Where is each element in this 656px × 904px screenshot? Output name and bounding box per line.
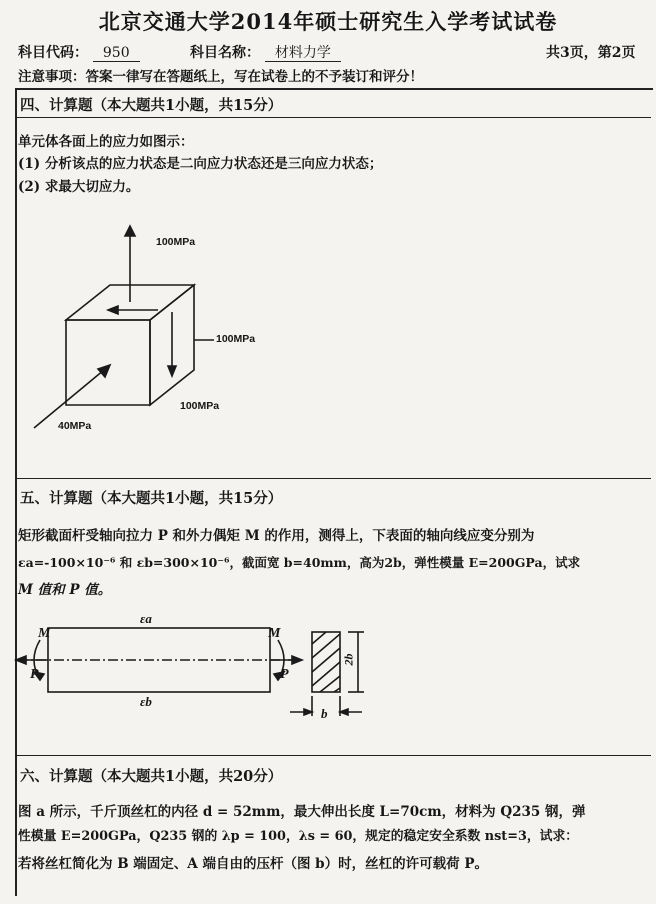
beam-figure [0,610,400,730]
q5-title: 五、计算题（本大题共1小题，共15分） [20,490,283,507]
exam-title: 北京交通大学2014年硕士研究生入学考试试卷 [98,9,558,34]
beam-eps-b: εb [140,694,152,709]
beam-eps-a: εa [140,611,152,626]
q6-line1: 图 a 所示，千斤顶丝杠的内径 d = 52mm，最大伸出长度 L=70cm，材料为 Q235 钢，弹 [18,804,586,820]
subject-name-label: 科目名称： [190,45,260,61]
q6-title: 六、计算题（本大题共1小题，共20分） [20,768,283,785]
q5-line1: 矩形截面杆受轴向拉力 P 和外力偶矩 M 的作用，测得上，下表面的轴向线应变分别为 [18,528,535,544]
beam-m-left: M [38,626,51,641]
q4-item2: (2) 求最大切应力。 [18,179,140,195]
stress-right-label: 100MPa [216,333,256,345]
beam-p-right: P [280,667,289,682]
q4-divider [15,117,651,118]
beam-m-right: M [268,626,281,641]
q5-line3: M 值和 P 值。 [18,582,112,598]
section-height-label: 2b [341,653,356,666]
subject-name [190,42,341,62]
stress-top-label: 100MPa [156,236,196,248]
q6-line3: 若将丝杠简化为 B 端固定、A 端自由的压杆（图 b）时，丝杠的许可载荷 P。 [18,856,488,872]
q4-title: 四、计算题（本大题共1小题，共15分） [20,97,283,114]
q4-intro: 单元体各面上的应力如图示： [18,134,194,150]
section-width-label: b [321,706,328,721]
cube-front-face [66,320,150,405]
beam-p-left: P [30,667,39,682]
page-info: 共3页，第2页 [546,45,636,61]
notice: 注意事项：答案一律写在答题纸上，写在试卷上的不予装订和评分！ [18,69,423,85]
stress-bottom-label: 100MPa [180,400,220,412]
subject-code-value: 950 [93,45,140,62]
subject-name-value: 材料力学 [265,45,341,62]
subject-code-label: 科目代码： [18,45,88,61]
q6-line2: 性模量 E=200GPa，Q235 钢的 λp = 100，λs = 60，规定的稳定安全系数 nst=3，试求： [18,829,579,844]
subject-code [18,42,140,62]
q4-item1: (1) 分析该点的应力状态是二向应力状态还是三向应力状态； [18,156,383,172]
stress-front-label: 40MPa [58,420,92,432]
q6-divider-top [15,755,651,756]
q5-divider-top [15,478,651,479]
stress-element-figure [0,220,300,440]
q5-line2: εa=-100×10⁻⁶ 和 εb=300×10⁻⁶，截面宽 b=40mm，高为2b，弹性模量 E=200GPa，试求 [18,555,581,570]
